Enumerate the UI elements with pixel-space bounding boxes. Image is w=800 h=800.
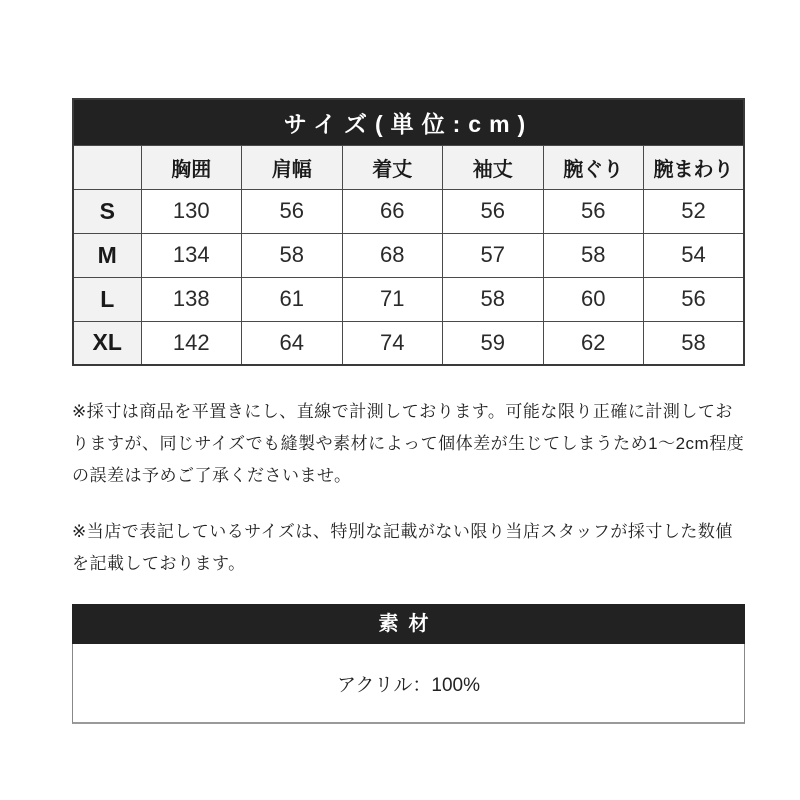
cell-value: 130 <box>141 189 242 233</box>
cell-value: 58 <box>242 233 343 277</box>
cell-value: 52 <box>644 189 745 233</box>
table-row <box>73 189 744 233</box>
cell-value: 60 <box>543 277 644 321</box>
row-label-m: M <box>73 233 141 277</box>
row-label-s: S <box>73 189 141 233</box>
cell-value: 56 <box>242 189 343 233</box>
cell-value: 61 <box>242 277 343 321</box>
table-row <box>73 277 744 321</box>
size-table-title: サイズ(単位:cm) <box>73 99 744 145</box>
cell-value: 66 <box>342 189 443 233</box>
cell-value: 57 <box>443 233 544 277</box>
size-table-header-row <box>73 145 744 189</box>
cell-value: 134 <box>141 233 242 277</box>
cell-value: 56 <box>443 189 544 233</box>
column-header-chest: 胸囲 <box>141 145 242 189</box>
cell-value: 74 <box>342 321 443 365</box>
cell-value: 142 <box>141 321 242 365</box>
size-table <box>72 98 745 366</box>
row-label-xl: XL <box>73 321 141 365</box>
cell-value: 56 <box>543 189 644 233</box>
column-header-length: 着丈 <box>342 145 443 189</box>
cell-value: 58 <box>543 233 644 277</box>
cell-value: 54 <box>644 233 745 277</box>
content-column <box>72 98 745 724</box>
table-row <box>73 233 744 277</box>
material-value: アクリル：100% <box>336 674 481 696</box>
corner-cell <box>73 145 141 189</box>
cell-value: 58 <box>644 321 745 365</box>
column-header-shoulder: 肩幅 <box>242 145 343 189</box>
material-section <box>72 604 745 724</box>
note-size-policy: ※当店で表記しているサイズは、特別な記載がない限り当店スタッフが採寸した数値を記載しております。 <box>72 522 733 573</box>
cell-value: 68 <box>342 233 443 277</box>
cell-value: 71 <box>342 277 443 321</box>
size-table-title-row <box>73 99 744 145</box>
column-header-sleeve: 袖丈 <box>443 145 544 189</box>
cell-value: 138 <box>141 277 242 321</box>
measurement-notes <box>72 396 745 580</box>
cell-value: 64 <box>242 321 343 365</box>
cell-value: 62 <box>543 321 644 365</box>
column-header-armhole: 腕ぐり <box>543 145 644 189</box>
column-header-arm-circumference: 腕まわり <box>644 145 745 189</box>
material-section-title: 素材 <box>72 604 745 644</box>
cell-value: 58 <box>443 277 544 321</box>
cell-value: 56 <box>644 277 745 321</box>
row-label-l: L <box>73 277 141 321</box>
cell-value: 59 <box>443 321 544 365</box>
note-measurement: ※採寸は商品を平置きにし、直線で計測しております。可能な限り正確に計測しておりますが、同じサイズでも縫製や素材によって個体差が生じてしまうため1～2cm程度の誤差は予めご了承くださいませ。 <box>72 402 745 485</box>
table-row <box>73 321 744 365</box>
